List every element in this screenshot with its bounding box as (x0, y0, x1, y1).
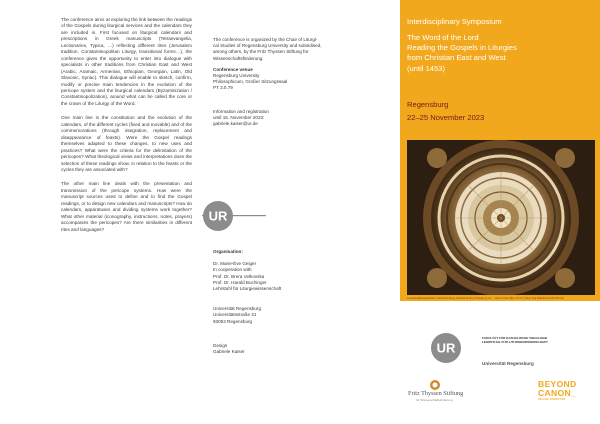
ur-logo-bottom-text: UR (436, 340, 456, 356)
sponsor-logos (400, 301, 600, 424)
photo-caption: Lectionary/Evangelistarium. Saint-Petersburg, National Library of Russia, gr. 21 … Velum in Kiev (Byz. 13 th c.) Hans Jörg Kaltenbrunner/CC BY-SA (407, 297, 564, 300)
design-line: Gabriele Kaiser (213, 349, 245, 355)
faculty-line: FAKULTÄT FÜR KATHOLISCHE THEOLOGIE (482, 336, 548, 340)
organized-text (213, 37, 396, 62)
beyond-canon-logo (538, 380, 598, 401)
cover-photo (407, 140, 595, 295)
beyond-canon-sub: HEILIGE SCHRIFTEN (538, 397, 566, 401)
symposium-label: Interdisciplinary Symposium (407, 17, 502, 26)
beyond-line: BEYOND (538, 379, 577, 389)
calendars-paragraph: One main line is the constitution and the evolution of the calendars, of the different cycles (fixed and movable) and of the commemorations (through integration, replacement and disappearance of feasts). Were the Gospel readings themselves adapted to these changes, to new uses and practices? What were the criteria for the delimitation of the pericopes? What theological views and interpretations does the selection of these readings show, in relation to the feasts or the cycles they are associated with? (61, 115, 192, 172)
title-line: Reading the Gospels in Liturgies (407, 43, 517, 53)
middle-panel (200, 0, 400, 424)
title-line: from Christian East and West (407, 53, 506, 63)
title-line: (until 1453) (407, 63, 445, 73)
cover-panel (400, 0, 600, 424)
venue-line: PT 3.0.79 (213, 85, 233, 91)
organized-line: The conference is organized by the Chair of Liturgi- (213, 37, 318, 42)
address-line: Universität Regensburg (213, 306, 262, 312)
design-line: Design (213, 342, 228, 348)
faculty-block (482, 336, 597, 344)
registration-line: until 15. November 2023: (213, 114, 265, 120)
university-label: Universität Regensburg (482, 361, 534, 366)
ornamental-dome-image (407, 140, 595, 295)
organisation-line: Lehrstuhl für Liturgiewissenschaft (213, 286, 282, 292)
organisation-line: In cooperation with (213, 267, 252, 273)
fritz-thyssen-name: Fritz Thyssen Stiftung (408, 390, 464, 397)
organized-line: Wissenschaftsförderung. (213, 55, 264, 61)
organisation-heading: Organisation: (213, 249, 243, 254)
organisation-line: Prof. Dr. Harald Buchinger (213, 279, 267, 285)
place: Regensburg (407, 100, 449, 109)
organized-line: cal Studies of Regensburg University and subsidised, (213, 43, 322, 49)
title-line: The Word of the Lord (407, 33, 479, 42)
registration-email[interactable]: gabriele.kaiser@ur.de (213, 121, 258, 127)
faculty-line: LEHRSTUHL FÜR LITURGIEWISSENSCHAFT (482, 340, 548, 345)
ur-logo-text: UR (208, 208, 228, 224)
date: 22–25 November 2023 (407, 113, 485, 122)
organisation-line: Dr. Marie-Ève Geiger (213, 261, 257, 267)
canon-line: CANON_ (538, 387, 577, 398)
registration-line: Information and registration (213, 108, 269, 114)
address-line: Universitätsstraße 31 (213, 312, 257, 318)
ur-logo-bottom (430, 332, 470, 364)
symposium-title (407, 33, 595, 74)
transmission-paragraph: The other main line deals with the presentation and transmission of the pericope systems. How were the manuscript sources used to define and to find the Gospel readings, or to design new calendars and manuscripts? How do calendars, apparatuses and dividing systems work together? What other material (iconography, instructions, notes, prayers) accompanies the pericopes? Are there similarities in different rites and languages? (61, 181, 192, 232)
organisation-line: Prof. Dr. Brera Velkovska (213, 273, 265, 279)
address-line: 93053 Regensburg (213, 318, 253, 324)
ur-logo-top (202, 200, 266, 232)
venue-heading: Conference venue (213, 66, 253, 72)
organized-line: among others, by the Fritz Thyssen Stiftung für (213, 49, 309, 55)
left-panel (0, 0, 200, 424)
venue-line: Philosophicum, Großer Sitzungssaal (213, 79, 288, 85)
fritz-thyssen-sub: für Wissenschaftsförderung (416, 398, 453, 402)
intro-paragraph: The conference aims at exploring the link between the readings of the Gospels during liturgical services and the calendars they are included in. First focused on liturgical calendars and prescriptions in Greek manuscripts (Tetraevangelia, Lectionaries, Typica, …) reflecting different rites (Jerusalem tradition, Constantinopolitan Liturgy, transitional forms…), the conference gives the opportunity to enter into dialogue with specialists in other traditions from Christian East and West (Arabic, Aramaic, Armenian, Ethiopian, Georgian, Latin, Old Slavonic, Syriac). This dialogue will enable to sketch, confirm, modify or precise main tendencies in the evolution of the pericope system and the liturgical calendars (Byzantinization / Constantinopolization), around what can be called the core or the crown of the Liturgy of the Word. (61, 17, 192, 106)
venue-line: Regensburg University (213, 73, 260, 79)
